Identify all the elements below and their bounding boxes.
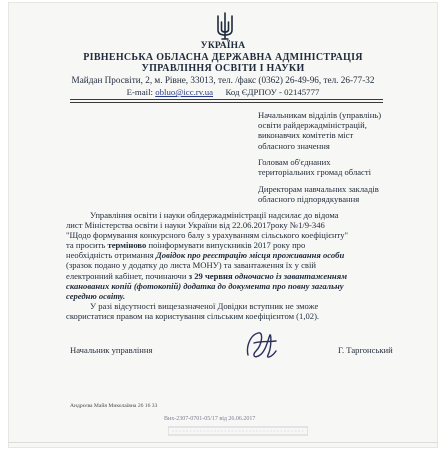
letterhead-administration: РІВНЕНСЬКА ОБЛАСНА ДЕРЖАВНА АДМІНІСТРАЦІЯ	[83, 52, 363, 63]
letter-body	[66, 210, 388, 321]
signatory-name: Г. Таргонський	[338, 345, 393, 355]
body-line: та просить терміново поінформувати випускників 2017 року про	[66, 240, 306, 251]
body-line: лист Міністерства освіти і науки України від 22.06.2017року №1/9-346	[66, 220, 325, 231]
body-line: сканованих копій (фотокопій) додатка до документа про повну загальну	[66, 280, 344, 291]
urgent-word: терміново	[107, 240, 147, 251]
addressee-line: Начальникам відділів (управлінь)	[258, 110, 382, 120]
addressee-block	[258, 184, 379, 204]
signatory-position: Начальник управління	[70, 345, 153, 355]
body-line: (зразок подано у додатку до листа МОНУ) та завантаження їх у свій	[66, 260, 316, 271]
executor-note: Андрєєва Майя Миколаївна 26 16 33	[70, 403, 158, 409]
addressee-line: Головам об'єднаних	[258, 157, 331, 167]
body-line: скористатися правом на користування сільським коефіцієнтом (1,02).	[66, 310, 320, 321]
body-line: необхідність отримання Довідок про реєстрацію місця проживання особи	[66, 250, 345, 261]
body-line: У разі відсутності вищезазначеної Довідки вступник не зможе	[90, 300, 319, 311]
page-bottom-edge	[8, 442, 438, 443]
body-line: Управління освіти і науки облдержадміністрації надсилає до відома	[90, 210, 339, 220]
addressee-line: Директорам навчальних закладів	[258, 184, 379, 194]
addressee-block	[258, 157, 371, 177]
certificate-title: Довідок про реєстрацію місця проживання особи	[155, 250, 345, 261]
letterhead-contacts	[8, 87, 438, 97]
coat-of-arms-icon	[215, 12, 235, 40]
letterhead-address: Майдан Просвіти, 2, м. Рівне, 33013, тел. /факс (0362) 26-49-96, тел. 26-77-32	[71, 75, 375, 85]
body-line: електронний кабінет, починаючи з 29 червня одночасно із завантаженням	[66, 270, 348, 281]
addressee-line: виконавчих комітетів міст	[258, 130, 354, 141]
addressee-block	[258, 110, 381, 151]
body-line: "Щодо формування конкурсного балу з урахуванням сільського коефіцієнту"	[66, 230, 348, 241]
addressee-line: освіти райдержадміністрацій,	[258, 120, 367, 131]
letter-page	[8, 2, 438, 448]
handwritten-signature	[240, 325, 284, 365]
addressee-line: територіальних громад області	[258, 167, 372, 178]
start-date: з 29 червня	[188, 270, 233, 281]
edrpou-code: Код ЄДРПОУ - 02145777	[225, 87, 320, 97]
email-link[interactable]: obluo@icc.rv.ua	[155, 87, 214, 97]
letterhead-department: УПРАВЛІННЯ ОСВІТИ І НАУКИ	[141, 63, 305, 74]
email-label: E-mail:	[126, 87, 153, 97]
letterhead-country: УКРАЇНА	[200, 41, 246, 51]
letterhead-divider-2	[70, 102, 383, 103]
addressee-line: обласного підпорядкування	[258, 194, 360, 205]
body-line: середню освіту.	[66, 290, 126, 301]
barcode-strip	[168, 426, 308, 436]
registration-stamp: Вих-2307-0701-05/17 від 26.06.2017	[164, 416, 256, 422]
letterhead-divider	[70, 99, 383, 100]
addressee-line: обласного значення	[258, 140, 330, 151]
